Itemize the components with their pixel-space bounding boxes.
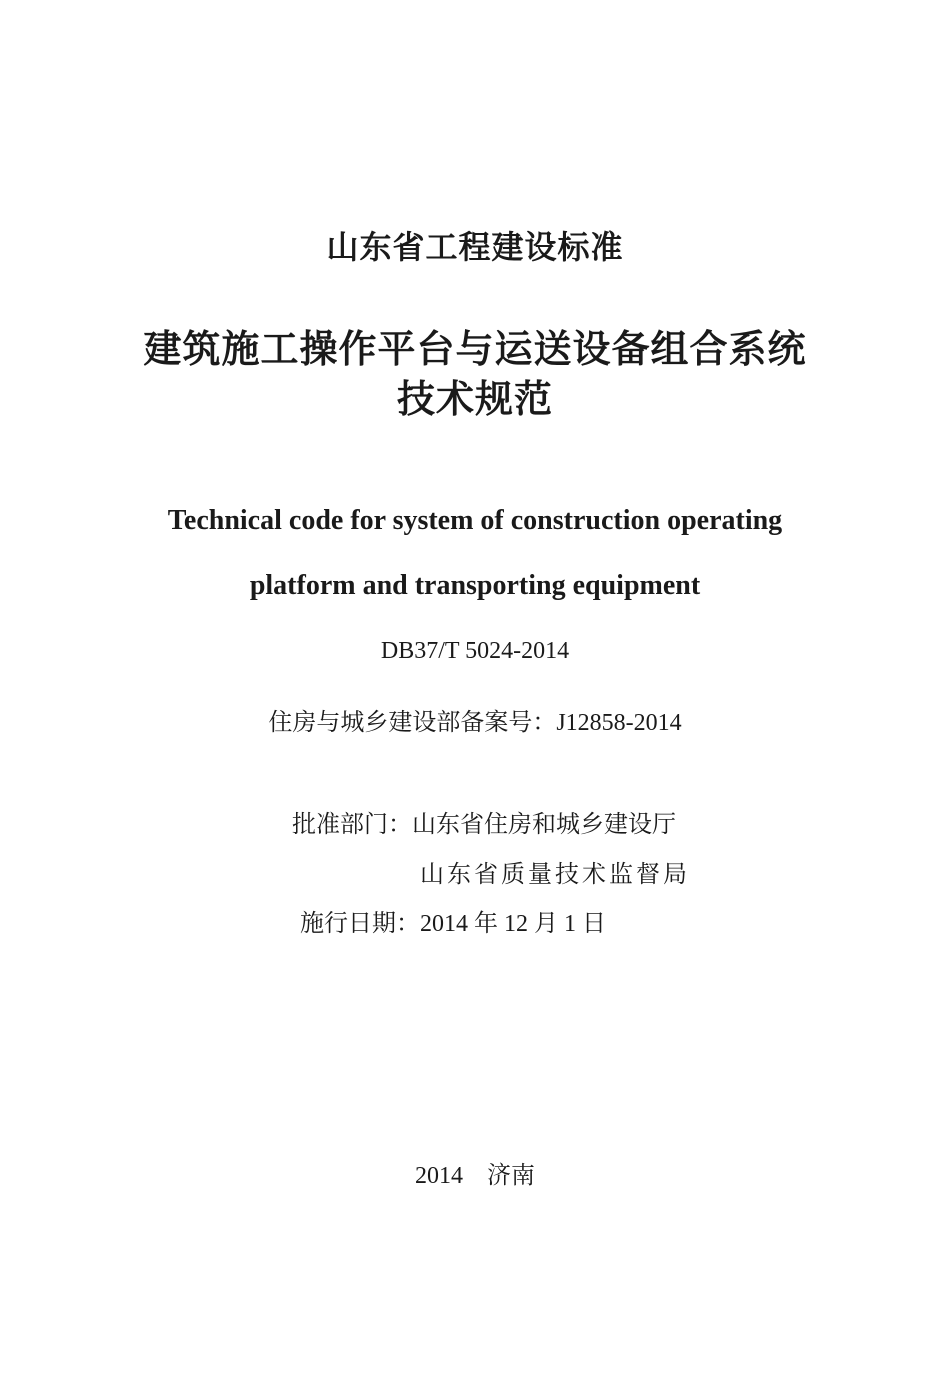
publication-year: 2014	[415, 1163, 463, 1189]
publication-footer	[0, 1155, 950, 1190]
approval-department-1: 山东省住房和城乡建设厅	[412, 812, 676, 838]
effective-date: 施行日期：2014 年 12 月 1 日	[300, 911, 606, 937]
chinese-title-line-2: 技术规范	[396, 377, 553, 421]
english-title-line-2: platform and transporting equipment	[249, 570, 701, 601]
approval-label: 批准部门：	[292, 812, 412, 838]
standard-code: DB37/T 5024-2014	[380, 638, 570, 664]
publication-city: 济南	[487, 1163, 535, 1189]
standard-series-heading: 山东省工程建设标准	[326, 228, 624, 266]
approval-department-row	[292, 804, 676, 839]
record-number: 住房与城乡建设部备案号：J12858-2014	[268, 710, 682, 736]
approval-department-2: 山东省质量技术监督局	[420, 862, 690, 888]
chinese-title-line-1: 建筑施工操作平台与运送设备组合系统	[143, 327, 807, 371]
english-title-line-1: Technical code for system of construction operating	[167, 505, 783, 536]
